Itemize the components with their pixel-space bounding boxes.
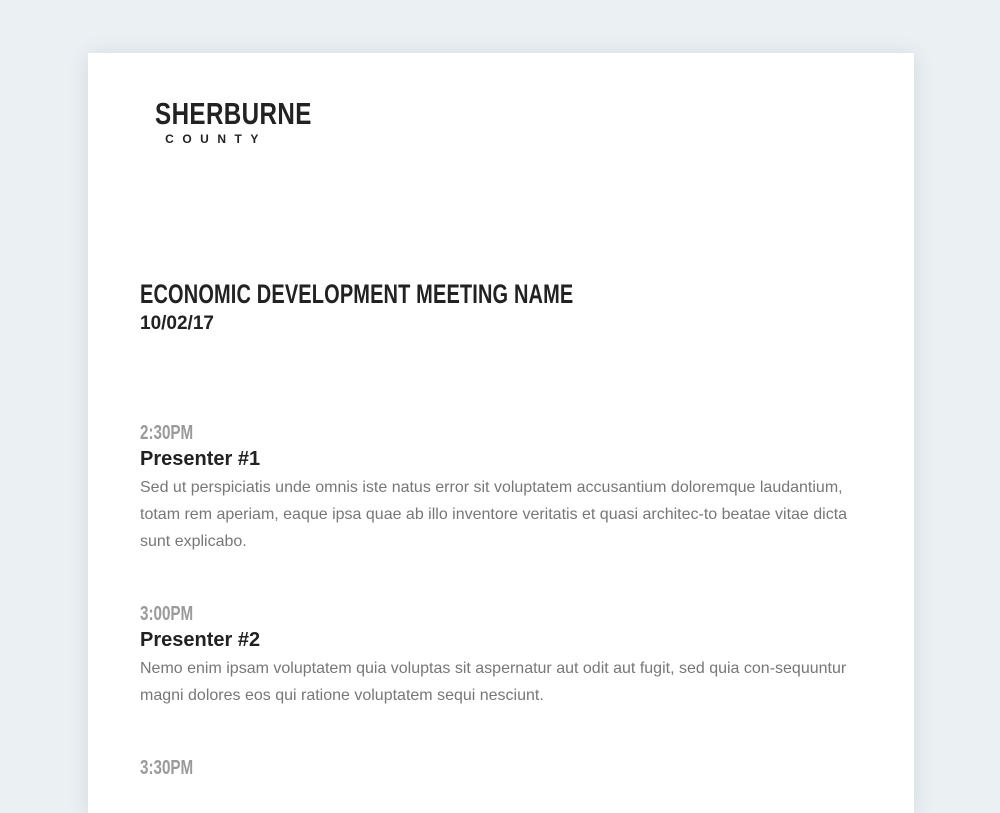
document-page bbox=[88, 53, 914, 813]
logo-subtitle: COUNTY bbox=[165, 132, 267, 146]
agenda-description: Nemo enim ipsam voluptatem quia voluptas sit aspernatur aut odit aut fugit, sed quia con-sequuntur magni dolores eos qui ratione voluptatem sequi nesciunt. bbox=[140, 660, 847, 704]
agenda-time: 3:00PM bbox=[140, 603, 194, 625]
agenda-time: 3:30PM bbox=[140, 757, 194, 779]
meeting-header bbox=[140, 279, 726, 335]
logo-name: SHERBURNE bbox=[155, 96, 312, 131]
agenda-item bbox=[140, 756, 860, 780]
agenda-presenter: Presenter #1 bbox=[140, 448, 261, 470]
agenda-time: 2:30PM bbox=[140, 422, 194, 444]
agenda-item bbox=[140, 421, 860, 555]
county-logo bbox=[139, 96, 312, 146]
meeting-date: 10/02/17 bbox=[140, 313, 214, 334]
meeting-title: ECONOMIC DEVELOPMENT MEETING NAME bbox=[140, 279, 574, 309]
agenda-item bbox=[140, 602, 860, 709]
agenda-presenter: Presenter #2 bbox=[140, 629, 261, 651]
agenda-description: Sed ut perspiciatis unde omnis iste natus error sit voluptatem accusantium doloremque laudantium, totam rem aperiam, eaque ipsa quae ab illo inventore veritatis et quasi architec-to beatae vitae dicta sunt explicabo. bbox=[140, 479, 848, 550]
